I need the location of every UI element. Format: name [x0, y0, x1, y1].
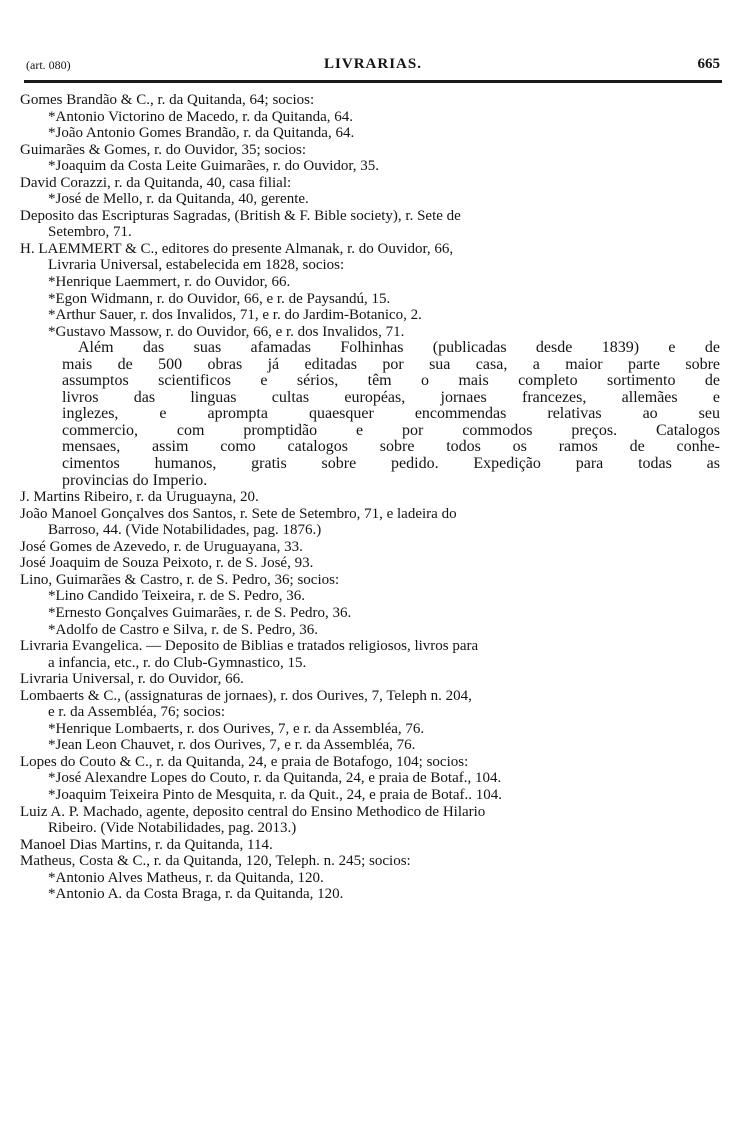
page-body [20, 92, 720, 903]
entry-line: Gomes Brandão & C., r. da Quitanda, 64; socios: [20, 92, 315, 108]
entry-line: Livraria Evangelica. — Deposito de Biblias e tratados religiosos, livros para [20, 638, 479, 655]
page-number: 665 [697, 56, 720, 72]
entry-line: H. LAEMMERT & C., editores do presente Almanak, r. do Ouvidor, 66, [20, 240, 454, 257]
page-title: LIVRARIAS. [324, 56, 422, 72]
entry-line: *Henrique Laemmert, r. do Ouvidor, 66. [48, 274, 291, 291]
entry-line: Setembro, 71. [48, 224, 132, 241]
entry-line: Lombaerts & C., (assignaturas de jornaes), r. dos Ourives, 7, Teleph n. 204, [20, 687, 472, 704]
entry-line: José Gomes de Azevedo, r. de Uruguayana, 33. [20, 538, 303, 555]
description-paragraph-line: cimentos humanos, gratis sobre pedido. Expedição para todas as [62, 456, 720, 473]
entry-line: *Antonio A. da Costa Braga, r. da Quitanda, 120. [48, 886, 344, 903]
description-paragraph-line: commercio, com promptidão e por commodos preços. Catalogos [62, 422, 720, 439]
entry-line: *Joaquim Teixeira Pinto de Mesquita, r. da Quit., 24, e praia de Botaf.. 104. [48, 786, 502, 803]
entry-line: Lopes do Couto & C., r. da Quitanda, 24, e praia de Botafogo, 104; socios: [20, 753, 469, 770]
entry-line: *Henrique Lombaerts, r. dos Ourives, 7, e r. da Assembléa, 76. [48, 720, 425, 737]
entry-line: *José Alexandre Lopes do Couto, r. da Quitanda, 24, e praia de Botaf., 104. [48, 770, 502, 787]
entry-line: Matheus, Costa & C., r. da Quitanda, 120, Teleph. n. 245; socios: [20, 853, 411, 870]
entry-line: *Antonio Victorino de Macedo, r. da Quitanda, 64. [48, 108, 354, 125]
entry-line: Deposito das Escripturas Sagradas, (British & F. Bible society), r. Sete de [20, 207, 461, 224]
entry-line: *Jean Leon Chauvet, r. dos Ourives, 7, e r. da Assembléa, 76. [48, 737, 416, 754]
header-rule [24, 80, 722, 83]
description-paragraph-line: mais de 500 obras já editadas por sua casa, a maior parte sobre [62, 356, 720, 373]
entry-line: João Manoel Gonçalves dos Santos, r. Sete de Setembro, 71, e ladeira do [20, 505, 457, 522]
entry-line: Manoel Dias Martins, r. da Quitanda, 114. [20, 836, 273, 853]
entry-line: *José de Mello, r. da Quitanda, 40, gerente. [48, 191, 309, 208]
entry-line: *Joaquim da Costa Leite Guimarães, r. do Ouvidor, 35. [48, 158, 380, 175]
entry-line: *João Antonio Gomes Brandão, r. da Quitanda, 64. [48, 125, 355, 142]
description-paragraph-line: mensaes, assim como catalogos sobre todos os ramos de conhe- [62, 439, 720, 456]
entry-line: J. Martins Ribeiro, r. da Uruguayna, 20. [20, 489, 259, 506]
entry-line: *Lino Candido Teixeira, r. de S. Pedro, 36. [48, 588, 305, 605]
entry-line: José Joaquim de Souza Peixoto, r. de S. José, 93. [20, 555, 314, 572]
entry-line: Livraria Universal, r. do Ouvidor, 66. [20, 671, 244, 688]
entry-line: *Arthur Sauer, r. dos Invalidos, 71, e r. do Jardim-Botanico, 2. [48, 307, 422, 324]
entry-line: *Adolfo de Castro e Silva, r. de S. Pedro, 36. [48, 621, 318, 638]
description-paragraph-line: Além das suas afamadas Folhinhas (publicadas desde 1839) e de [78, 340, 720, 357]
entry-line: a infancia, etc., r. do Club-Gymnastico, 15. [48, 654, 307, 671]
entry-line: *Antonio Alves Matheus, r. da Quitanda, 120. [48, 869, 324, 886]
entry-line: David Corazzi, r. da Quitanda, 40, casa filial: [20, 174, 292, 191]
entry-line: Ribeiro. (Vide Notabilidades, pag. 2013.) [48, 820, 297, 837]
entry-line: Luiz A. P. Machado, agente, deposito central do Ensino Methodico de Hilario [20, 803, 486, 820]
description-paragraph-line: assumptos scientificos e sérios, têm o mais completo sortimento de [62, 373, 720, 390]
entry-line: Barroso, 44. (Vide Notabilidades, pag. 1876.) [48, 522, 322, 539]
entry-line: Guimarães & Gomes, r. do Ouvidor, 35; socios: [20, 141, 307, 158]
entry-line: e r. da Assembléa, 76; socios: [48, 704, 226, 721]
description-paragraph-line: livros das linguas cultas européas, jornaes francezes, allemães e [62, 389, 720, 406]
header-article-ref: (art. 080) [26, 58, 71, 72]
entry-line: Livraria Universal, estabelecida em 1828, socios: [48, 257, 345, 274]
description-paragraph-line: provincias do Imperio. [62, 472, 208, 489]
entry-line: *Egon Widmann, r. do Ouvidor, 66, e r. de Paysandú, 15. [48, 290, 391, 307]
entry-line: *Ernesto Gonçalves Guimarães, r. de S. Pedro, 36. [48, 604, 352, 621]
entry-line: Lino, Guimarães & Castro, r. de S. Pedro, 36; socios: [20, 571, 340, 588]
description-paragraph-line: inglezes, e aprompta quaesquer encommendas relativas ao seu [62, 406, 720, 423]
page-header [26, 56, 720, 78]
entry-line: *Gustavo Massow, r. do Ouvidor, 66, e r. dos Invalidos, 71. [48, 323, 405, 340]
